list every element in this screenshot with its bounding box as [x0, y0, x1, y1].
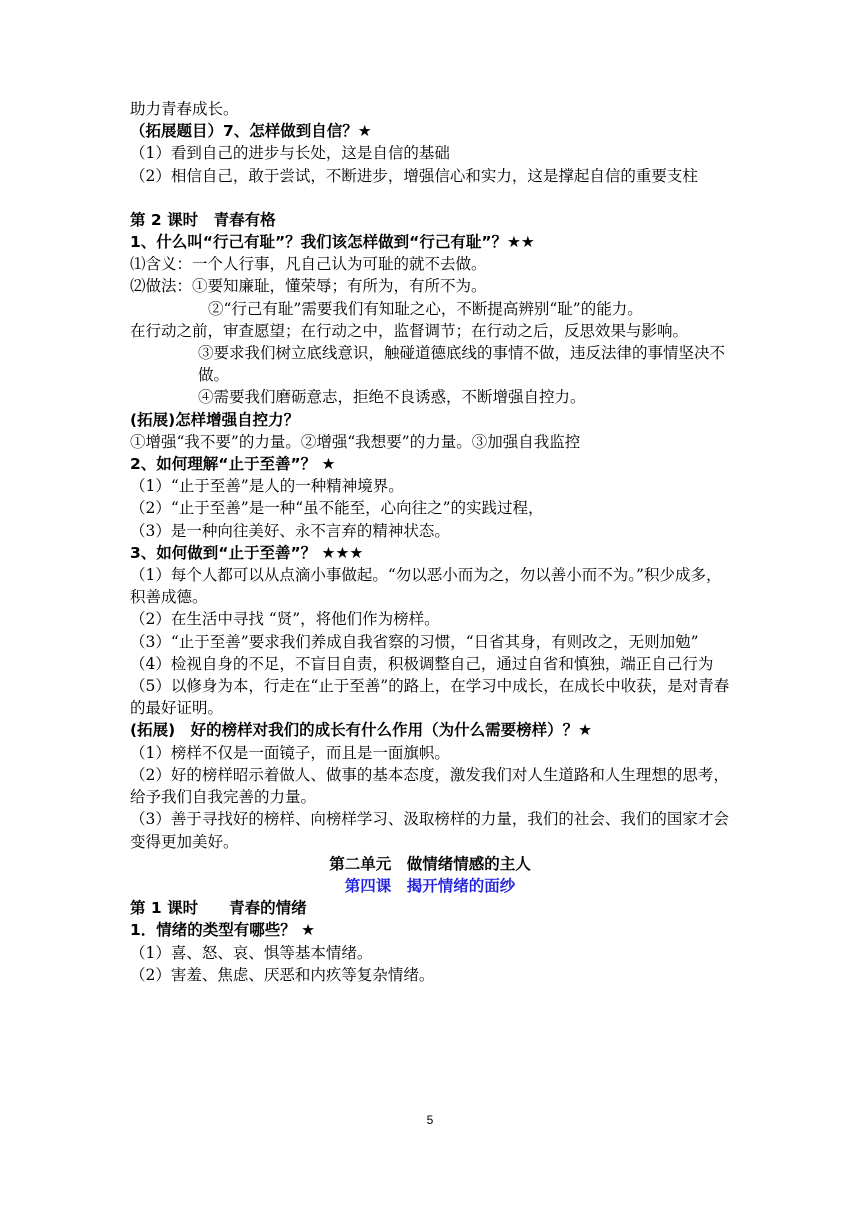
- text-line: （3）是一种向往美好、永不言弃的精神状态。: [130, 521, 450, 540]
- text-line: （1）喜、怒、哀、惧等基本情绪。: [130, 943, 373, 962]
- document-page: [130, 98, 730, 986]
- text-line: （3）善于寻找好的榜样、向榜样学习、汲取榜样的力量，我们的社会、我们的国家才会变得更加美好。: [130, 810, 729, 851]
- text-line: 助力青春成长。: [130, 100, 239, 118]
- text-line: （5）以修身为本，行走在“止于至善”的路上，在学习中成长，在成长中收获，是对青春的最好证明。: [130, 677, 730, 718]
- text-line: （4）检视自身的不足，不盲目自责，积极调整自己，通过自省和慎独，端正自己行为: [130, 654, 714, 673]
- text-line: （2）在生活中寻找 “贤”，将他们作为榜样。: [130, 610, 440, 629]
- text-line: 在行动之前，审查愿望；在行动之中，监督调节；在行动之后，反思效果与影响。: [130, 321, 689, 340]
- lesson-title: 第四课 揭开情绪的面纱: [344, 876, 516, 895]
- unit-title: 第二单元 做情绪情感的主人: [329, 854, 531, 873]
- text-line: （2）好的榜样昭示着做人、做事的基本态度，激发我们对人生道路和人生理想的思考，给予我们自我完善的力量。: [130, 765, 729, 807]
- text-line: （1）“止于至善”是人的一种精神境界。: [130, 477, 404, 496]
- question-heading: （拓展题目）7、怎样做到自信？★: [130, 122, 372, 141]
- text-line: ③要求我们树立底线意识，触碰道德底线的事情不做，违反法律的事情坚决不做。: [198, 344, 726, 385]
- question-heading: 3、如何做到“止于至善”？ ★★★: [130, 543, 364, 562]
- lesson-heading: 第 2 课时 青春有格: [130, 210, 276, 229]
- question-heading: 1．情绪的类型有哪些？ ★: [130, 921, 316, 940]
- question-heading: 1、什么叫“行己有耻”？我们该怎样做到“行己有耻”？★★: [130, 233, 535, 252]
- text-line: （2）相信自己，敢于尝试，不断进步，增强信心和实力，这是撑起自信的重要支柱: [130, 166, 698, 185]
- text-line: ⑴含义：一个人行事，凡自己认为可耻的就不去做。: [130, 255, 487, 274]
- text-line: ④需要我们磨砺意志，拒绝不良诱惑，不断增强自控力。: [198, 388, 586, 407]
- lesson-heading: 第 1 课时 青春的情绪: [130, 899, 307, 918]
- text-line: （1）榜样不仅是一面镜子，而且是一面旗帜。: [130, 743, 450, 762]
- text-line: （3）“止于至善”要求我们养成自我省察的习惯，“日省其身，有则改之，无则加勉”: [130, 632, 699, 651]
- text-line: ②“行己有耻”需要我们有知耻之心，不断提高辨别“耻”的能力。: [208, 299, 643, 318]
- page-number: 5: [426, 1113, 434, 1127]
- text-line: （2）“止于至善”是一种“虽不能至，心向往之”的实践过程，: [130, 499, 544, 518]
- question-heading: (拓展) 好的榜样对我们的成长有什么作用（为什么需要榜样）？★: [130, 721, 593, 740]
- text-line: （2）害羞、焦虑、厌恶和内疚等复杂情绪。: [130, 965, 435, 984]
- question-heading: (拓展)怎样增强自控力？: [130, 410, 300, 429]
- text-line: ⑵做法：①要知廉耻，懂荣辱；有所为，有所不为。: [130, 277, 487, 296]
- question-heading: 2、如何理解“止于至善”？ ★: [130, 455, 336, 474]
- text-line: （1）看到自己的进步与长处，这是自信的基础: [130, 144, 450, 163]
- text-line: ①增强“我不要”的力量。②增强“我想要”的力量。③加强自我监控: [130, 432, 581, 451]
- text-line: （1）每个人都可以从点滴小事做起。“勿以恶小而为之，勿以善小而不为。”积少成多，积善成德。: [130, 566, 722, 607]
